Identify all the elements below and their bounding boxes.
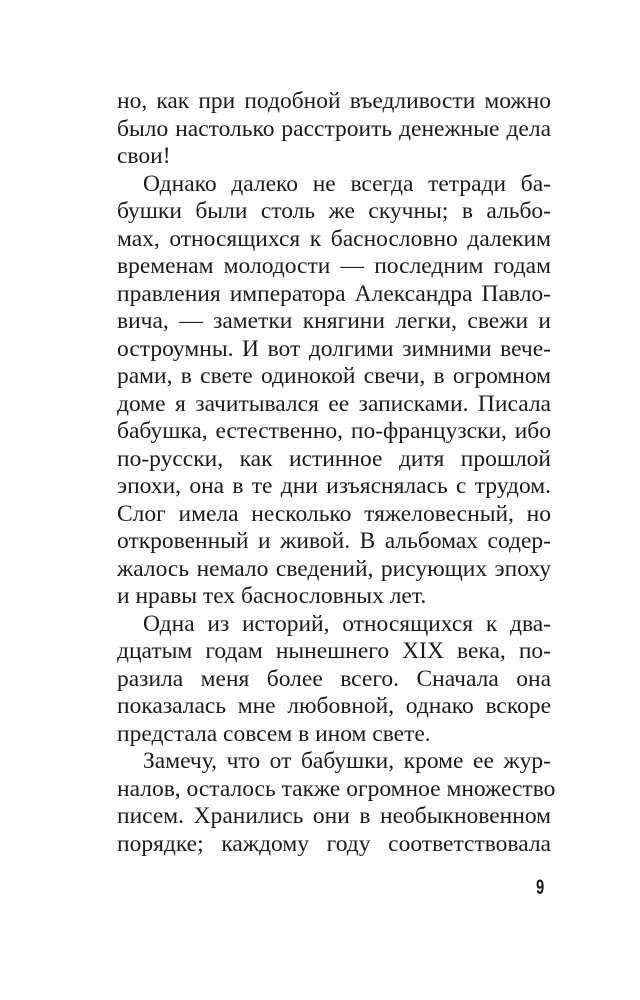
text-line: порядке; каждому году соответствовала <box>117 830 551 857</box>
text-line: было настолько расстроить денежные дела <box>117 115 551 142</box>
text-line: предстала совсем в ином свете. <box>117 720 431 747</box>
text-line: эпохи, она в те дни изъяснялась с трудом. <box>117 473 551 499</box>
text-line: показалась мне любовной, однако вскоре <box>117 693 551 719</box>
paragraph <box>117 171 551 611</box>
text-line: дцатым годам нынешнего XIX века, по- <box>117 638 551 664</box>
text-line: рами, в свете одинокой свечи, в огромном <box>117 363 551 389</box>
text-line: остроумны. И вот долгими зимними вече- <box>117 335 551 362</box>
text-line: Слог имела несколько тяжеловесный, но <box>117 500 551 527</box>
paragraph <box>117 88 551 171</box>
text-line: доме я зачитывался ее записками. Писала <box>117 390 551 417</box>
page-number: 9 <box>536 876 545 899</box>
text-line: жалось немало сведений, рисующих эпоху <box>117 555 551 582</box>
page-body-text <box>117 88 556 858</box>
text-line: писем. Хранились они в необыкновенном <box>117 803 551 829</box>
text-line: свои! <box>117 143 171 169</box>
text-line: правления императора Александра Павло- <box>117 280 551 307</box>
text-line: и нравы тех баснословных лет. <box>117 583 427 609</box>
text-line: временам молодости — последним годам <box>117 253 551 279</box>
text-line: разила меня более всего. Сначала она <box>117 665 551 692</box>
text-line: Однако далеко не всегда тетради ба- <box>143 170 551 197</box>
text-line: бушки были столь же скучны; в альбо- <box>117 198 551 224</box>
text-line: по-русски, как истинное дитя прошлой <box>117 445 551 472</box>
paragraph <box>117 611 551 749</box>
text-line: налов, осталось также огромное множество <box>117 775 556 802</box>
text-line: Замечу, что от бабушки, кроме ее жур- <box>143 748 551 774</box>
text-line: но, как при подобной въедливости можно <box>117 88 551 114</box>
paragraph <box>117 748 556 858</box>
text-line: откровенный и живой. В альбомах содер- <box>117 528 551 554</box>
text-line: мах, относящихся к баснословно далеким <box>117 225 551 252</box>
text-line: вича, — заметки княгини легки, свежи и <box>117 308 551 334</box>
text-line: бабушка, естественно, по-французски, ибо <box>117 418 551 444</box>
text-line: Одна из историй, относящихся к два- <box>143 610 551 637</box>
